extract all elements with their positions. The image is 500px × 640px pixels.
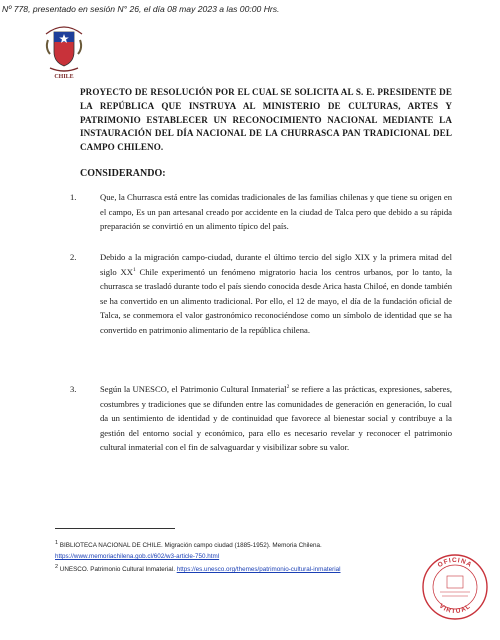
session-note: Nº 778, presentado en sesión N° 26, el día 08 may 2023 a las 00:00 Hrs. <box>2 4 280 14</box>
considerando-item-2 <box>70 250 452 338</box>
stamp-top-text: OFICINA <box>436 556 474 570</box>
chamber-seal <box>40 18 88 80</box>
footnote-text: BIBLIOTECA NACIONAL DE CHILE. Migración campo ciudad (1885-1952). Memoria Chilena. <box>58 542 322 549</box>
item-number: 1. <box>70 192 77 202</box>
item-number: 3. <box>70 384 77 394</box>
item-text: Según la UNESCO, el Patrimonio Cultural Inmaterial <box>100 384 287 394</box>
footnote-ref-2[interactable]: 2 <box>286 384 290 391</box>
footnote-number: 2 <box>55 563 59 570</box>
item-text-continued: se refiere a las prácticas, expresiones, saberes, costumbres y tradiciones que se difunden entre las comunidades de generación en generación, lo cual da un sentimiento de identidad y de continuidad que favorece al bienestar social y contribuye a la gestión del entorno social y económico, para ello es necesario revelar y reconocer el patrimonio cultural inmaterial con el fin de salvaguardar y visibilizar sobre su valor. <box>100 384 452 453</box>
svg-text:VIRTUAL <box>438 603 473 615</box>
footnote-number: 1 <box>55 539 59 546</box>
svg-text:CHILE: CHILE <box>54 74 74 80</box>
footnote-text: UNESCO. Patrimonio Cultural Inmaterial. <box>58 566 177 573</box>
svg-text:OFICINA <box>437 557 474 569</box>
footnote-link[interactable]: https://es.unesco.org/themes/patrimonio-cultural-inmaterial <box>176 566 341 573</box>
stamp-bottom-text: VIRTUAL <box>437 602 473 616</box>
footnote-link[interactable]: https://www.memoriachilena.gob.cl/602/w3-article-750.html <box>55 553 220 560</box>
item-text: Debido a la migración campo-ciudad, durante el último tercio del siglo XIX y la primera mitad del siglo XX <box>100 252 452 277</box>
item-number: 2. <box>70 252 77 262</box>
considerando-item-1 <box>70 190 452 234</box>
oficina-virtual-stamp <box>420 552 490 622</box>
footnote-ref-1[interactable]: 1 <box>132 266 136 273</box>
item-text-continued: Chile experimentó un fenómeno migratorio hacia los centros urbanos, por lo tanto, la churrasca se trasladó durante todo el país siendo conocida desde Arica hasta Chiloé, en donde también se ha convertido en un alimento tradicional. Por ello, el 12 de mayo, el día de la fundación oficial de Talca, se conmemora el valor gastronómico reconociéndose como un símbolo de identidad que se ha convertido en patrimonio alimentario de la república chilena. <box>100 266 452 335</box>
item-text: Que, la Churrasca está entre las comidas tradicionales de las familias chilenas y que tiene su origen en el campo, Es un pan artesanal creado por accidente en la ciudad de Talca pero que debido a su rápida preparación se convirtió en un alimento típico del país. <box>100 192 452 232</box>
considerando-item-3 <box>70 382 452 455</box>
considerando-heading: CONSIDERANDO: <box>80 168 166 179</box>
footnote-2 <box>55 564 415 575</box>
footnote-1 <box>55 540 415 562</box>
resolution-title: PROYECTO DE RESOLUCIÓN POR EL CUAL SE SOLICITA AL S. E. PRESIDENTE DE LA REPÚBLICA QUE INSTRUYA AL MINISTERIO DE CULTURAS, ARTES Y PATRIMONIO ESTABLECER UN RECONOCIMIENTO NACIONAL MEDIANTE LA INSTAURACIÓN DEL DÍA NACIONAL DE LA CHURRASCA PAN TRADICIONAL DEL CAMPO CHILENO. <box>80 87 452 153</box>
footnote-divider <box>55 528 175 529</box>
